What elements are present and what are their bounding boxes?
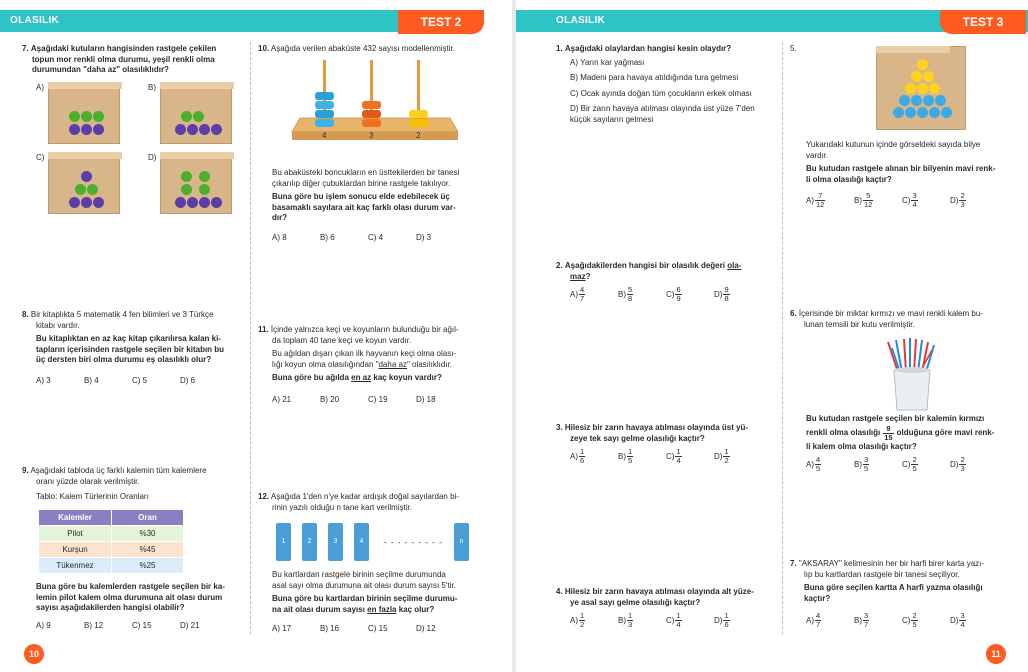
option-c[interactable] (902, 456, 950, 473)
table-cell: %30 (112, 526, 184, 542)
table-caption: Tablo: Kalem Türlerinin Oranları (36, 492, 149, 501)
question-text: Yukarıdaki kutunun içinde görseldeki sayıda bilye (806, 140, 981, 149)
option-letter: A) (806, 460, 814, 469)
question-10 (258, 44, 488, 55)
question-text: Bu ağıldan dışarı çıkan ilk hayvanın keçi olma olası- (272, 349, 457, 358)
fraction (863, 612, 869, 629)
numerator: 1 (676, 611, 681, 620)
fraction (815, 612, 821, 629)
question-text: maz (570, 271, 586, 281)
question-text: oranı yüzde olarak verilmiştir. (36, 476, 140, 486)
question-text: lıp bu kartlardan rastgele bir tanesi seçiliyor. (804, 569, 960, 579)
fraction (579, 448, 585, 465)
question-number: 8. (22, 310, 29, 319)
question-text: en fazla (367, 604, 397, 614)
option-c[interactable] (902, 192, 950, 209)
option-a[interactable] (806, 456, 854, 473)
question-text: vardır. (806, 150, 829, 160)
question-number: 6. (790, 309, 797, 318)
option-b[interactable]: B) 6 (320, 233, 335, 242)
question-text: Aşağıdakilerden hangisi bir olasılık değeri (564, 261, 728, 270)
number-card: 3 (328, 523, 343, 561)
option-letter: D) (714, 452, 723, 461)
question-text: Aşağıdaki kutuların hangisinden rastgele çekilen (30, 44, 217, 53)
option-a[interactable] (570, 448, 618, 465)
question-text: Aşağıdaki olaylardan hangisi kesin olaydır? (564, 44, 732, 53)
question-number: 4. (556, 587, 563, 596)
number-card: 4 (354, 523, 369, 561)
denominator: 9 (676, 294, 681, 303)
question-text: kaçtır? (804, 593, 831, 603)
question-9-options (36, 621, 228, 630)
fraction (579, 286, 585, 303)
question-text: kaç olur? (396, 604, 435, 614)
question-number: 7. (790, 559, 797, 568)
marble-box-image (876, 46, 966, 130)
option-letter: C) (666, 452, 675, 461)
section-title: OLASILIK (10, 15, 60, 26)
option-d[interactable]: D) 21 (180, 621, 200, 630)
question-text: asal sayı olma durumuna ait olası durum sayısı 5'tir. (272, 580, 456, 590)
question-text: Buna göre bu kartlardan birinin seçilme durumu- (272, 594, 458, 603)
denominator: 7 (580, 294, 585, 303)
question-10-body (272, 168, 496, 224)
numerator: 2 (912, 455, 917, 464)
left-header (0, 0, 512, 34)
fraction (579, 612, 585, 629)
option-a-label[interactable]: A) (36, 83, 44, 92)
box-d-image (160, 152, 232, 214)
question-text: Buna göre bu ağılda (272, 373, 352, 382)
question-number: 1. (556, 44, 563, 53)
fraction (959, 612, 965, 629)
numerator: 1 (580, 447, 585, 456)
fraction (627, 286, 633, 303)
option-c[interactable]: C) 15 (368, 624, 388, 633)
option-letter: C) (666, 616, 675, 625)
option-a[interactable] (806, 612, 854, 629)
column-divider (250, 42, 251, 634)
option-b[interactable] (854, 456, 902, 473)
question-text: İçerisinde bir miktar kırmızı ve mavi renkli kalem bu- (798, 309, 983, 318)
fraction (911, 456, 917, 473)
option-b[interactable] (854, 612, 902, 629)
question-text: dır? (272, 213, 288, 222)
option-d[interactable] (950, 612, 998, 629)
numerator: 6 (676, 285, 681, 294)
denominator: 4 (676, 456, 681, 465)
denominator: 7 (864, 620, 869, 629)
option-a[interactable]: A) 3 (36, 376, 51, 385)
option-d[interactable]: D) Bir zarın havaya atılması olayında üst yüze 7'den (570, 104, 755, 113)
fraction (911, 192, 917, 209)
question-text: Bu kitaplıktan en az kaç kitap çıkarılırsa kalan ki- (36, 334, 221, 343)
option-c[interactable] (902, 612, 950, 629)
numerator: 1 (628, 611, 633, 620)
denominator: 8 (628, 294, 633, 303)
option-c[interactable] (666, 286, 714, 303)
abacus-image (290, 56, 460, 152)
box-a-image (48, 82, 120, 144)
question-12-options (272, 624, 464, 633)
numerator: 1 (676, 447, 681, 456)
table-cell: Pilot (39, 526, 112, 542)
card-ellipsis: - - - - - - - - - (384, 538, 443, 547)
question-text: Buna göre bu kalemlerden rastgele seçilen bir ka- (36, 582, 225, 591)
question-4 (556, 587, 780, 608)
option-d[interactable] (714, 448, 762, 465)
option-b[interactable] (854, 192, 902, 209)
abacus-label: 2 (416, 131, 421, 140)
left-page (0, 0, 512, 672)
numerator: 2 (912, 611, 917, 620)
question-text: Hilesiz bir zarın havaya atılması olayında üst yü- (564, 423, 749, 432)
question-10-options (272, 233, 464, 242)
fraction (959, 192, 965, 209)
question-text: lığı koyun olma olasılığından " (272, 359, 379, 369)
question-text: li kalem olma olasılığı kaçtır? (806, 441, 917, 451)
question-number: 9. (22, 466, 29, 475)
option-a[interactable]: A) 17 (272, 624, 292, 633)
option-c[interactable]: C) 15 (132, 621, 152, 630)
box-c-image (48, 152, 120, 214)
denominator: 2 (580, 620, 585, 629)
option-letter: A) (570, 452, 578, 461)
question-text: Bir kitaplıkta 5 matematik 4 fen bilimleri ve 3 Türkçe (30, 310, 214, 319)
question-text: kitabı vardır. (36, 320, 80, 330)
question-text: " olasılıklıdır. (406, 359, 453, 369)
question-7-options (806, 612, 998, 629)
option-a[interactable]: A) 9 (36, 621, 51, 630)
abacus-label: 3 (369, 131, 374, 140)
option-c[interactable]: C) 19 (368, 395, 388, 404)
denominator: 3 (628, 620, 633, 629)
option-a[interactable]: A) Yarın kar yağması (570, 57, 645, 67)
question-text: "AKSARAY" kelimesinin her bir harfi birer karta yazı- (798, 559, 985, 568)
option-d[interactable]: D) 3 (416, 233, 432, 242)
question-text: zeye tek sayı gelme olasılığı kaçtır? (570, 433, 705, 443)
numerator: 1 (580, 611, 585, 620)
question-text: Bu kutudan rastgele seçilen bir kalemin kırmızı (806, 414, 985, 423)
option-c[interactable]: C) 4 (368, 233, 384, 242)
question-text: çıkarılıp diğer çubuklardan birine rastgele takılıyor. (272, 178, 451, 188)
option-d-continued: küçük sayıların gelmesi (570, 114, 654, 124)
question-2 (556, 261, 780, 282)
table-header: Oran (112, 510, 184, 526)
option-c[interactable]: C) Ocak ayında doğan tüm çocukların erkek olması (570, 88, 752, 98)
question-text: basamaklı sayılara ait kaç farklı olası durum var- (272, 202, 456, 212)
table-row (39, 558, 184, 574)
table-cell: %45 (112, 542, 184, 558)
fraction (675, 612, 681, 629)
question-text: li olma olasılığı kaçtır? (806, 174, 892, 184)
denominator: 3 (960, 464, 965, 473)
fraction (675, 448, 681, 465)
question-7 (790, 559, 1012, 604)
question-text: lemin pilot kalem olma durumuna ait olası durum (36, 592, 223, 602)
question-6-options (806, 456, 998, 473)
denominator: 5 (864, 464, 869, 473)
question-number: 10. (258, 44, 270, 53)
question-7 (22, 44, 242, 76)
question-number: 7. (22, 44, 29, 53)
table-row (39, 542, 184, 558)
numerator: 9 (724, 285, 729, 294)
denominator: 6 (724, 620, 729, 629)
box-b-image (160, 82, 232, 144)
question-text: Bu kutudan rastgele alınan bir bilyenin mavi renk- (806, 164, 996, 173)
question-11-options (272, 395, 464, 404)
option-d[interactable] (950, 456, 998, 473)
option-c[interactable] (666, 448, 714, 465)
option-d[interactable]: D) 12 (416, 624, 436, 633)
option-c[interactable]: C) 5 (132, 376, 148, 385)
option-letter: C) (902, 196, 911, 205)
number-card: 2 (302, 523, 317, 561)
question-1 (556, 44, 780, 125)
denominator: 4 (676, 620, 681, 629)
question-text: ? (585, 271, 591, 281)
page-number: 11 (986, 644, 1006, 664)
question-2-options (570, 286, 762, 303)
option-letter: C) (666, 290, 675, 299)
option-d[interactable] (714, 286, 762, 303)
table-cell: Kurşun (39, 542, 112, 558)
option-letter: C) (902, 460, 911, 469)
question-5-body (806, 140, 1012, 185)
option-letter: B) (618, 616, 626, 625)
page-number: 10 (24, 644, 44, 664)
option-letter: B) (854, 460, 862, 469)
numerator: 3 (864, 455, 869, 464)
test-badge: TEST 3 (940, 10, 1026, 34)
question-8 (22, 310, 244, 366)
numerator: 7 (815, 192, 825, 201)
denominator: 4 (960, 620, 965, 629)
question-4-options (570, 612, 762, 629)
option-c-label[interactable]: C) (36, 153, 45, 162)
question-text: ola- (727, 261, 742, 270)
option-letter: C) (902, 616, 911, 625)
question-text: durumundan "daha az" olasılıklıdır? (32, 65, 169, 74)
fraction (723, 448, 729, 465)
test-badge: TEST 2 (398, 10, 484, 34)
fraction (627, 612, 633, 629)
table-header: Kalemler (39, 510, 112, 526)
question-5-number: 5. (790, 44, 797, 53)
question-text: renkli olma olasılığı (806, 427, 881, 437)
numerator: 5 (863, 192, 873, 201)
denominator: 12 (864, 200, 873, 209)
fraction (675, 286, 681, 303)
option-letter: D) (714, 616, 723, 625)
option-b[interactable] (618, 286, 666, 303)
question-3 (556, 423, 780, 444)
option-b[interactable]: B) Madeni para havaya atıldığında tura gelmesi (570, 73, 739, 82)
question-text: olduğuna göre mavi renk- (896, 427, 995, 437)
question-text: Buna göre seçilen kartta A harfi yazma olasılığı (804, 583, 983, 592)
option-letter: D) (950, 460, 959, 469)
question-text: tapların içerisinden rastgele seçilen bir kitabın bu (36, 344, 225, 354)
option-letter: B) (854, 616, 862, 625)
denominator: 15 (884, 432, 893, 442)
denominator: 6 (580, 456, 585, 465)
question-text: Aşağıdaki tabloda üç farklı kalemin tüm kalemlere (30, 466, 207, 475)
numerator: 3 (864, 611, 869, 620)
option-a[interactable]: A) 8 (272, 233, 287, 242)
table-cell: %25 (112, 558, 184, 574)
question-5-options (806, 192, 998, 209)
fraction (627, 448, 633, 465)
denominator: 4 (912, 200, 917, 209)
option-a[interactable] (570, 286, 618, 303)
numerator: 9 (883, 425, 893, 434)
question-text: Bu abaküsteki boncukların en üsttekilerden bir tanesi (272, 168, 460, 177)
question-8-options (36, 376, 228, 385)
question-9 (22, 466, 244, 503)
option-d[interactable]: D) 18 (416, 395, 436, 404)
number-card: n (454, 523, 469, 561)
fraction (723, 286, 729, 303)
question-text: kaç koyun vardır? (371, 373, 442, 382)
fraction (863, 192, 873, 209)
option-b[interactable]: B) 16 (320, 624, 340, 633)
question-number: 12. (258, 492, 270, 501)
right-header (516, 0, 1028, 34)
option-b[interactable]: B) 12 (84, 621, 104, 630)
denominator: 8 (724, 294, 729, 303)
question-text: rinin yazılı olduğu n tane kart verilmiştir. (272, 502, 413, 512)
option-letter: B) (618, 290, 626, 299)
question-text: Bu kartlardan rastgele birinin seçilme durumunda (272, 570, 446, 579)
option-c[interactable] (666, 612, 714, 629)
option-b[interactable] (618, 448, 666, 465)
numerator: 2 (960, 191, 965, 200)
question-text: Aşağıda 1'den n'ye kadar ardışık doğal sayılardan bi- (270, 492, 459, 501)
option-letter: A) (570, 290, 578, 299)
header-bar (0, 10, 420, 32)
question-text: Buna göre bu işlem sonucu elde edebilecek üç (272, 192, 450, 201)
question-text: na ait olası durum sayısı (272, 604, 368, 614)
option-d[interactable] (950, 192, 998, 209)
numerator: 3 (912, 191, 917, 200)
denominator: 12 (816, 200, 825, 209)
option-d[interactable] (714, 612, 762, 629)
option-b[interactable]: B) 20 (320, 395, 340, 404)
option-letter: D) (950, 196, 959, 205)
option-letter: A) (806, 616, 814, 625)
numerator: 4 (816, 455, 821, 464)
question-12-body (272, 570, 496, 615)
option-letter: A) (570, 616, 578, 625)
fraction (723, 612, 729, 629)
fraction (883, 425, 893, 442)
section-title: OLASILIK (556, 15, 606, 26)
question-text: sayısı aşağıdakilerden hangisi olabilir? (36, 603, 185, 612)
question-6-body (806, 414, 1012, 452)
fraction (815, 456, 821, 473)
denominator: 2 (724, 456, 729, 465)
question-text: daha az (378, 359, 407, 369)
denominator: 5 (912, 620, 917, 629)
question-text: üç dersten biri olma durumu eş olasılıklı olur? (36, 355, 212, 364)
option-a[interactable] (570, 612, 618, 629)
option-b[interactable] (618, 612, 666, 629)
denominator: 5 (912, 464, 917, 473)
question-12 (258, 492, 494, 513)
option-b-label[interactable]: B) (148, 83, 156, 92)
fraction (911, 612, 917, 629)
numerator: 1 (724, 447, 729, 456)
fraction (863, 456, 869, 473)
option-letter: B) (854, 196, 862, 205)
right-page (516, 0, 1028, 672)
question-3-options (570, 448, 762, 465)
column-divider (782, 42, 783, 634)
denominator: 5 (628, 456, 633, 465)
question-text: ye asal sayı gelme olasılığı kaçtır? (570, 597, 701, 607)
option-d-label[interactable]: D) (148, 153, 157, 162)
option-d[interactable]: D) 6 (180, 376, 196, 385)
pencil-cup-image (882, 338, 942, 412)
number-card: 1 (276, 523, 291, 561)
question-number: 2. (556, 261, 563, 270)
option-letter: D) (714, 290, 723, 299)
pen-ratio-table (38, 509, 184, 574)
question-text: topun mor renkli olma durumu, yeşil renkli olma (32, 54, 215, 64)
numerator: 1 (628, 447, 633, 456)
question-number: 3. (556, 423, 563, 432)
option-letter: D) (950, 616, 959, 625)
question-text: Hilesiz bir zarın havaya atılması olayında alt yüze- (564, 587, 754, 596)
denominator: 7 (816, 620, 821, 629)
table-row (39, 526, 184, 542)
option-a[interactable]: A) 21 (272, 395, 292, 404)
denominator: 3 (960, 200, 965, 209)
fraction (959, 456, 965, 473)
question-text: en az (351, 373, 372, 382)
question-text: İçinde yalnızca keçi ve koyunların bulunduğu bir ağıl- (270, 325, 459, 334)
option-letter: A) (806, 196, 814, 205)
question-9-prompt (36, 582, 246, 614)
numerator: 2 (960, 455, 965, 464)
numerator: 5 (628, 285, 633, 294)
option-letter: B) (618, 452, 626, 461)
numerator: 4 (816, 611, 821, 620)
table-cell: Tükenmez (39, 558, 112, 574)
numerator: 3 (960, 611, 965, 620)
question-11 (258, 325, 494, 384)
question-number: 11. (258, 325, 269, 334)
question-text: da toplam 40 tane keçi ve koyun vardır. (272, 335, 412, 345)
denominator: 5 (816, 464, 821, 473)
option-a[interactable] (806, 192, 854, 209)
abacus-label: 4 (322, 131, 327, 140)
question-6 (790, 309, 1012, 330)
numerator: 4 (580, 285, 585, 294)
option-b[interactable]: B) 4 (84, 376, 99, 385)
numerator: 1 (724, 611, 729, 620)
question-text: lunan temsili bir kutu verilmiştir. (804, 319, 915, 329)
fraction (815, 192, 825, 209)
question-text: Aşağıda verilen abaküste 432 sayısı modellenmiştir. (270, 44, 456, 53)
